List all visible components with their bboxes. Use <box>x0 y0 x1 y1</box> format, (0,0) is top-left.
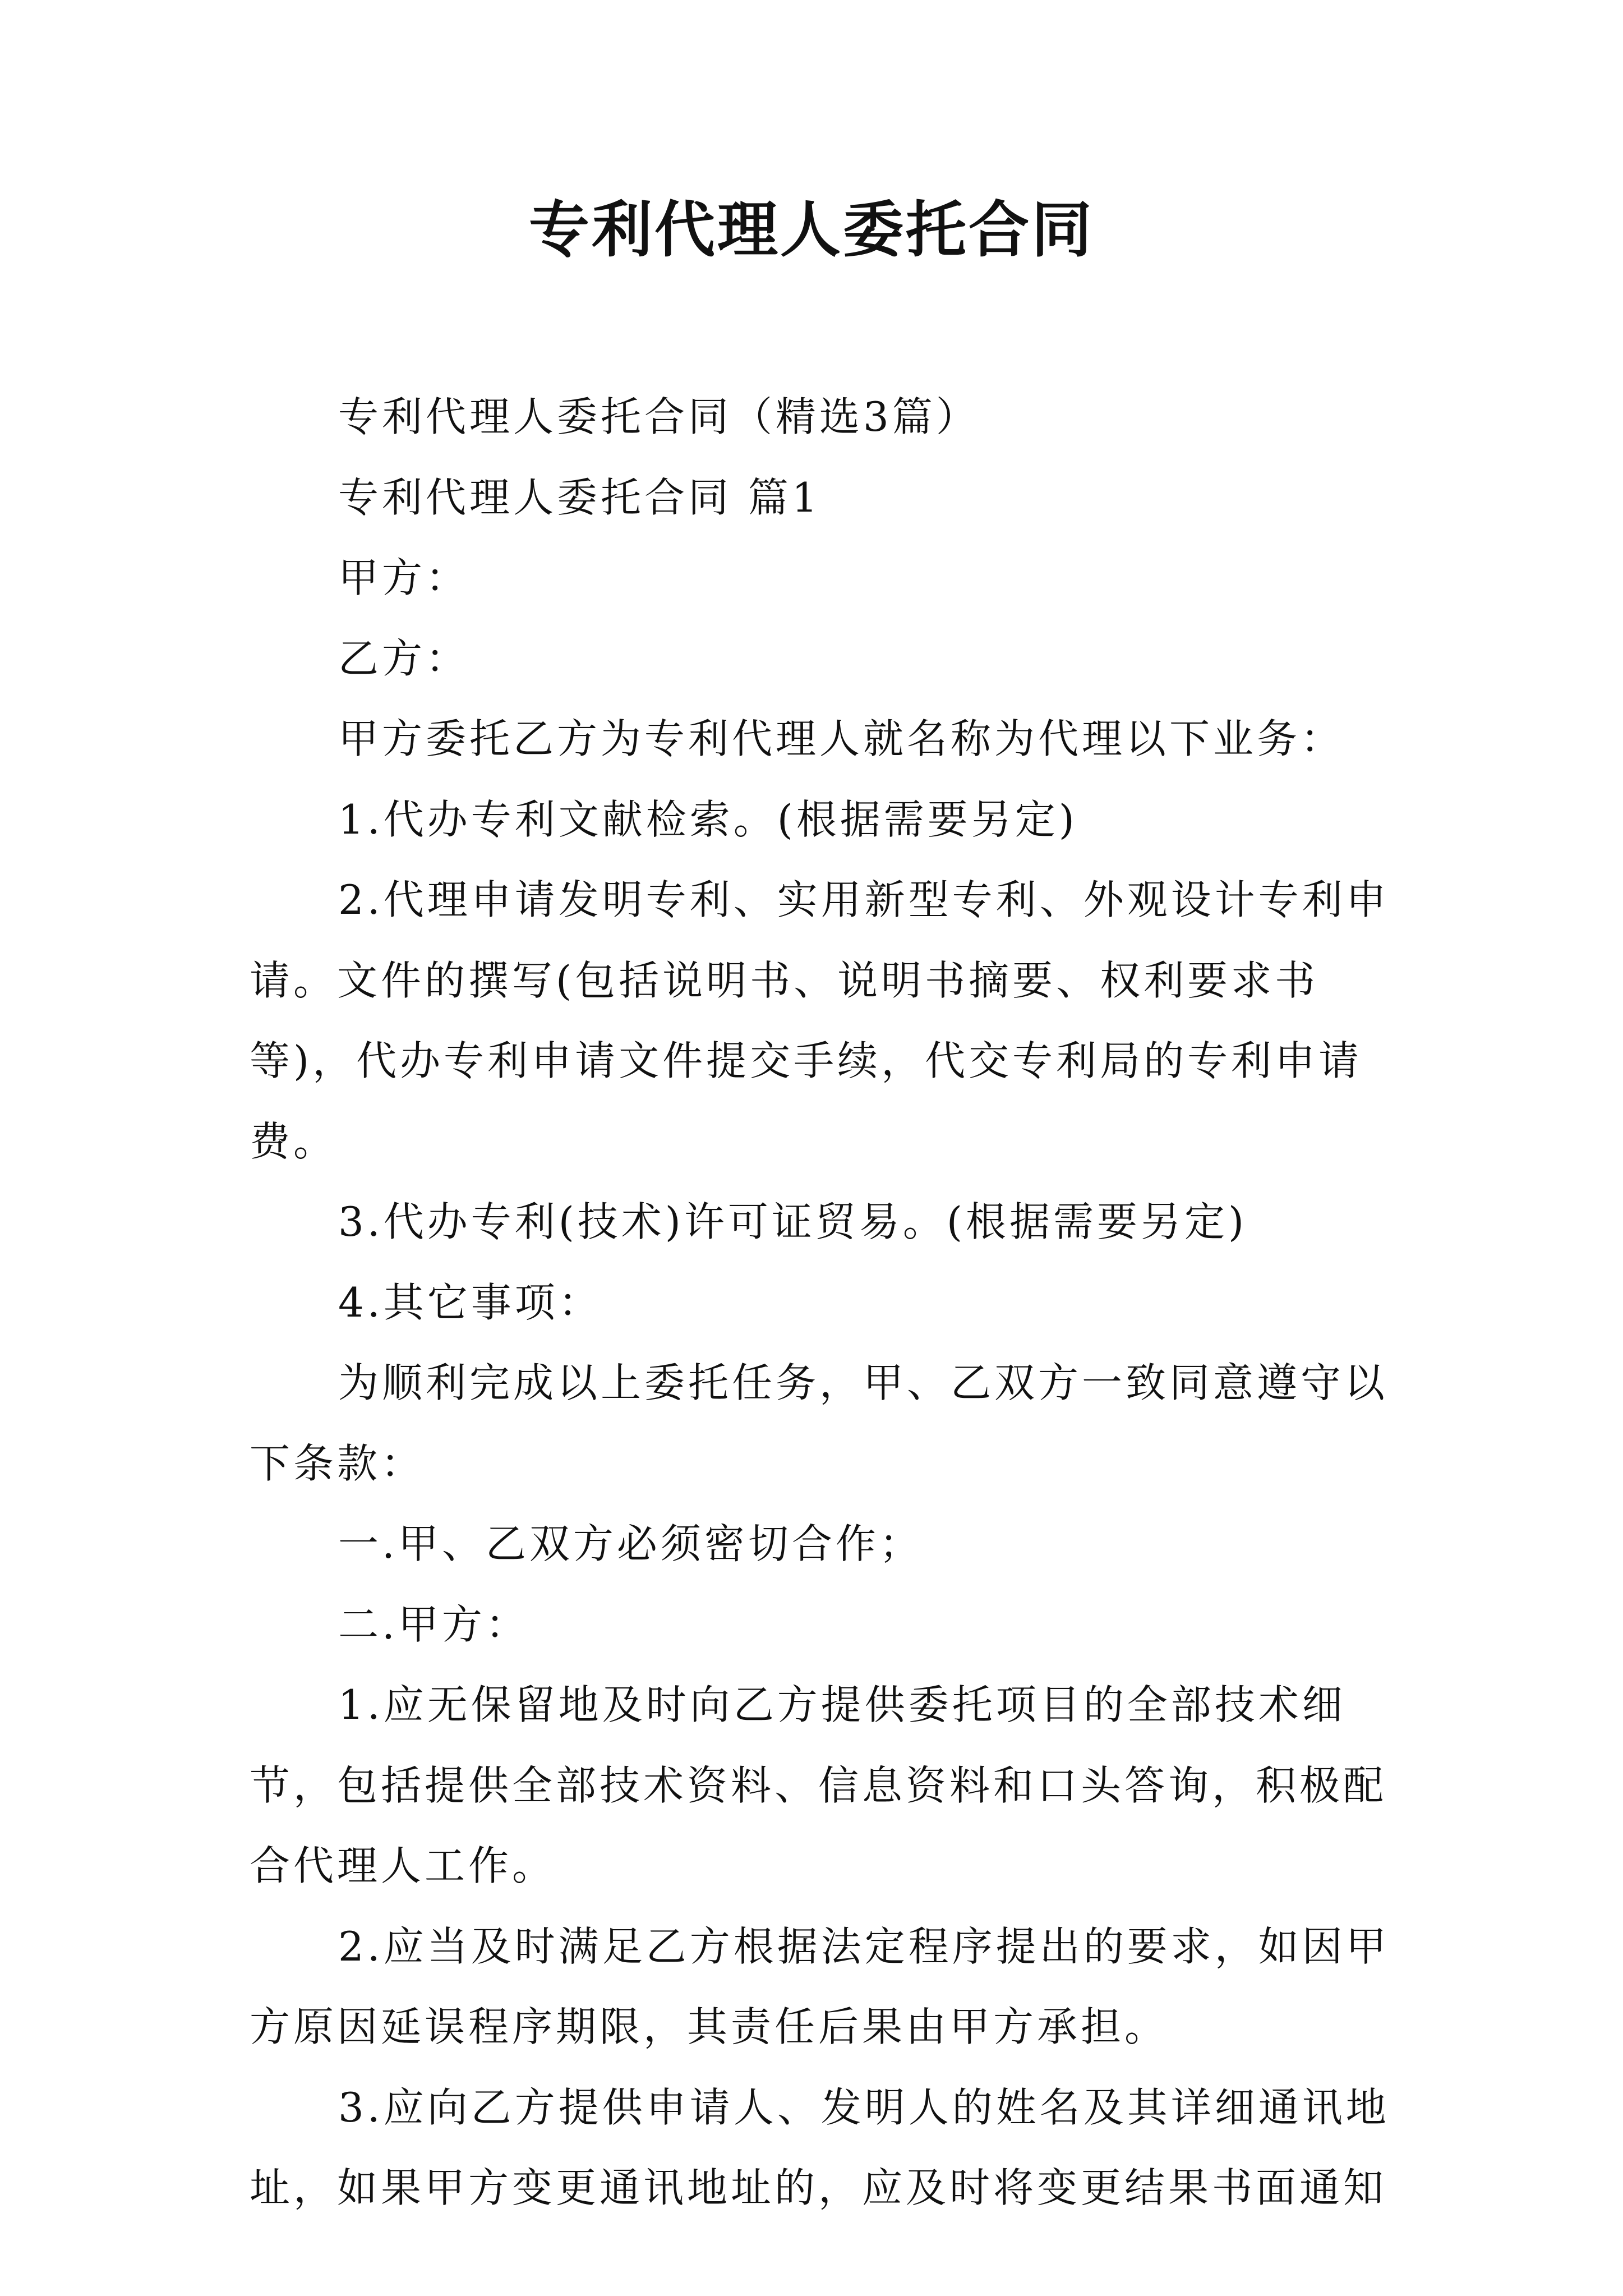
paragraph-subtitle: 专利代理人委托合同（精选3篇） <box>338 393 980 440</box>
paragraph-clause-2-item-1: 1.应无保留地及时向乙方提供委托项目的全部技术细节，包括提供全部技术资料、信息资料和口头答询，积极配合代理人工作。 <box>250 1681 1387 1889</box>
paragraph-clause-1: 一.甲、乙双方必须密切合作； <box>338 1520 923 1567</box>
paragraph-clause-2-item-2: 2.应当及时满足乙方根据法定程序提出的要求，如因甲方原因延误程序期限，其责任后果由甲方承担。 <box>250 1922 1390 2050</box>
document-title: 专利代理人委托合同 <box>528 195 1094 265</box>
document-body <box>250 377 1419 2229</box>
paragraph-clause-2-item-3: 3.应向乙方提供申请人、发明人的姓名及其详细通讯地址，如果甲方变更通讯地址的，应及时将变更结果书面通知 <box>250 2083 1390 2211</box>
paragraph-section-heading: 专利代理人委托合同 篇1 <box>338 473 821 521</box>
paragraph-party-a: 甲方： <box>338 554 470 601</box>
paragraph-terms-intro: 为顺利完成以上委托任务，甲、乙双方一致同意遵守以下条款： <box>250 1359 1389 1487</box>
paragraph-entrust: 甲方委托乙方为专利代理人就名称为代理以下业务： <box>338 715 1345 762</box>
paragraph-item-4: 4.其它事项： <box>338 1278 602 1326</box>
paragraph-clause-2: 二.甲方： <box>338 1600 529 1648</box>
paragraph-item-1: 1.代办专利文献检索。(根据需要另定) <box>338 795 1078 843</box>
paragraph-party-b: 乙方： <box>338 634 470 682</box>
paragraph-item-3: 3.代办专利(技术)许可证贸易。(根据需要另定) <box>338 1198 1248 1245</box>
paragraph-item-2: 2.代理申请发明专利、实用新型专利、外观设计专利申请。文件的撰写(包括说明书、说明书摘要、权利要求书等)，代办专利申请文件提交手续，代交专利局的专利申请费。 <box>250 876 1390 1165</box>
